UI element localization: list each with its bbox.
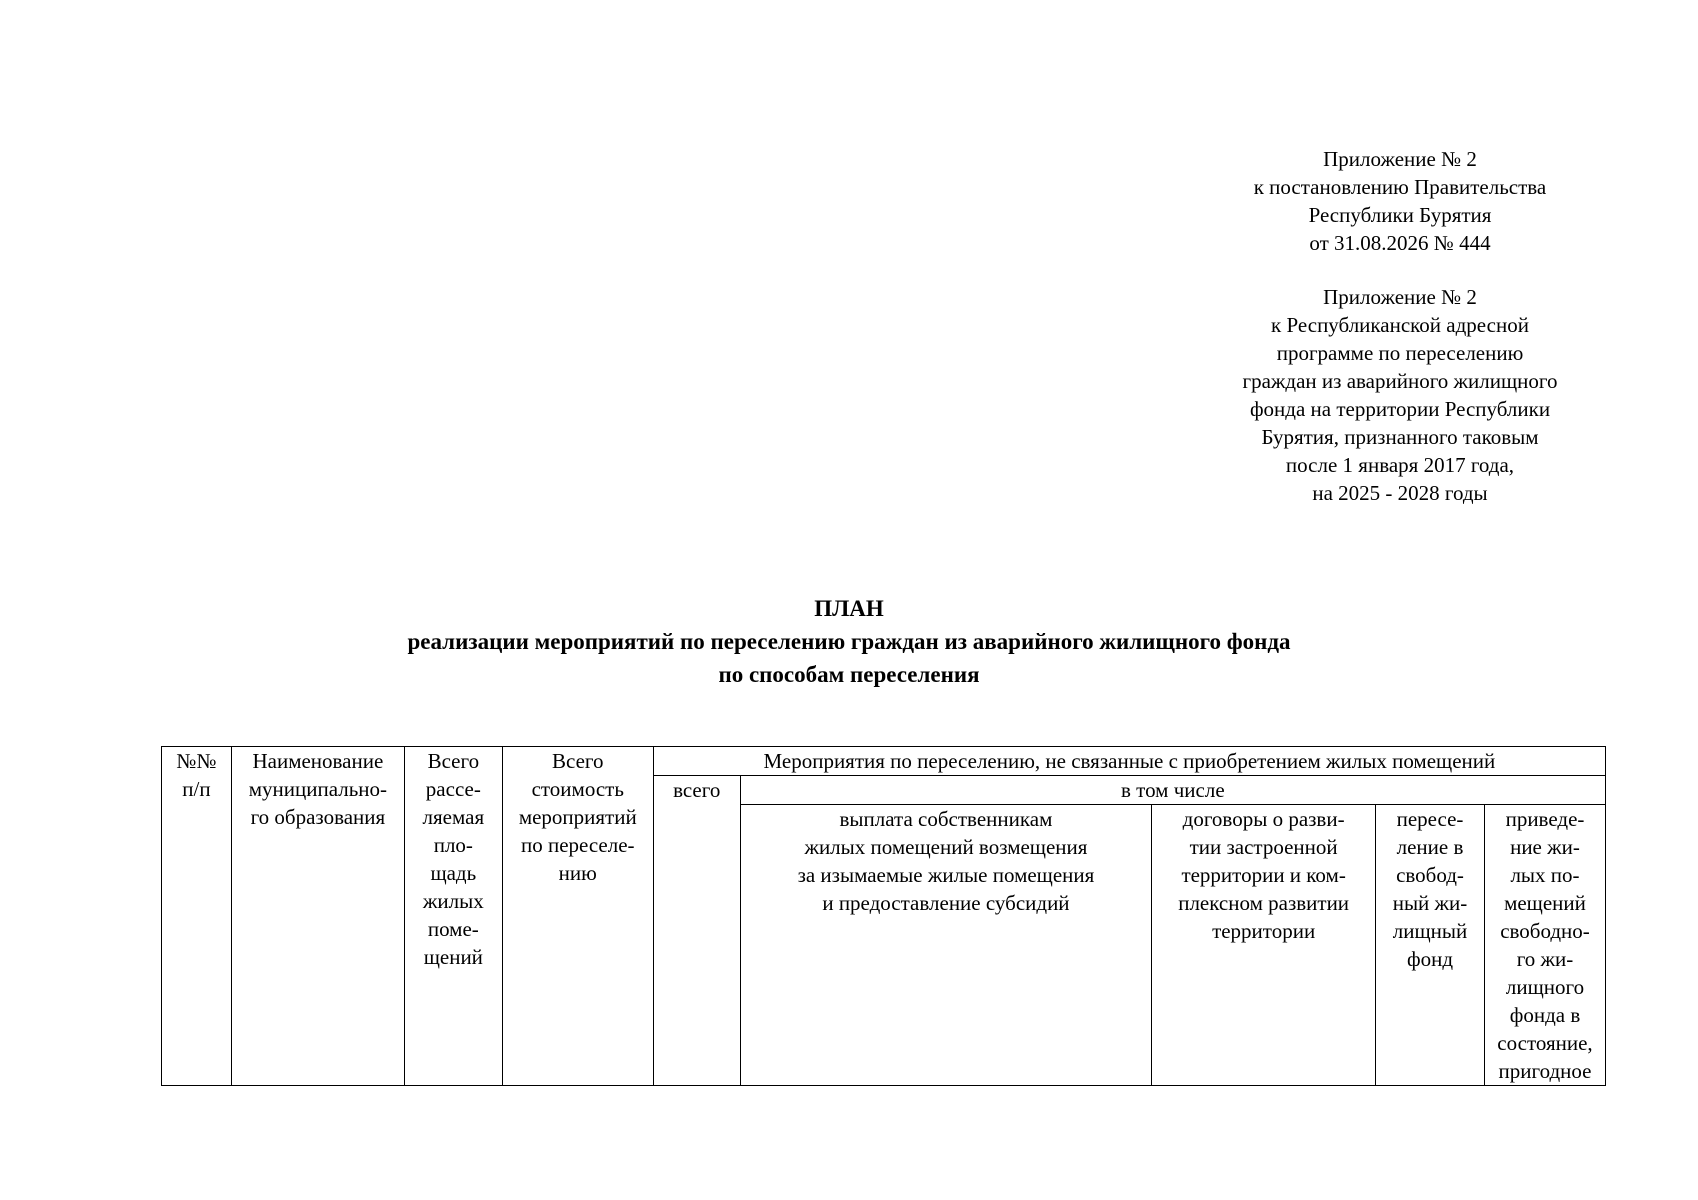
header-total: всего — [653, 776, 740, 1086]
appendix-program — [1200, 283, 1600, 507]
appendix-line: Приложение № 2 — [1323, 147, 1477, 171]
header-group-non-acquisition: Мероприятия по переселению, не связанные с приобретением жилых помещений — [653, 747, 1605, 776]
appendix-line: к постановлению Правительства — [1253, 175, 1547, 199]
header-municipality: Наименование муниципально- го образования — [231, 747, 404, 1086]
appendix-line: от 31.08.2026 № 444 — [1309, 231, 1491, 255]
title-line-plan: ПЛАН — [814, 596, 884, 621]
header-bringing-premises: приведе- ние жи- лых по- мещений свободно- го жи- лищного фонда в состояние, пригодное — [1484, 805, 1605, 1086]
header-compensation: выплата собственникам жилых помещений возмещения за изымаемые жилые помещения и предоставление субсидий — [740, 805, 1152, 1086]
header-cost: Всего стоимость мероприятий по переселе- нию — [502, 747, 653, 1086]
appendix-line: на 2025 - 2028 годы — [1312, 481, 1488, 505]
title-line-methods: по способам переселения — [718, 662, 980, 687]
appendix-line: фонда на территории Республики — [1249, 397, 1551, 421]
appendix-line: после 1 января 2017 года, — [1285, 453, 1515, 477]
document-title — [0, 592, 1698, 691]
header-including: в том числе — [740, 776, 1605, 805]
title-line-subject: реализации мероприятий по переселению граждан из аварийного жилищного фонда — [407, 629, 1291, 654]
appendix-line: граждан из аварийного жилищного — [1242, 369, 1558, 393]
header-area: Всего рассе- ляемая пло- щадь жилых поме- щений — [404, 747, 502, 1086]
header-free-fund: пересе- ление в свобод- ный жи- лищный фонд — [1376, 805, 1485, 1086]
appendix-line: Приложение № 2 — [1323, 285, 1477, 309]
header-number: №№ п/п — [162, 747, 232, 1086]
appendix-line: Бурятия, признанного таковым — [1261, 425, 1539, 449]
appendix-line: программе по переселению — [1276, 341, 1524, 365]
appendix-line: Республики Бурятия — [1308, 203, 1492, 227]
plan-table — [161, 746, 1606, 1086]
header-territory-development: договоры о разви- тии застроенной территории и ком- плексном развитии территории — [1152, 805, 1376, 1086]
appendix-government-decree — [1200, 145, 1600, 257]
appendix-line: к Республиканской адресной — [1271, 313, 1529, 337]
